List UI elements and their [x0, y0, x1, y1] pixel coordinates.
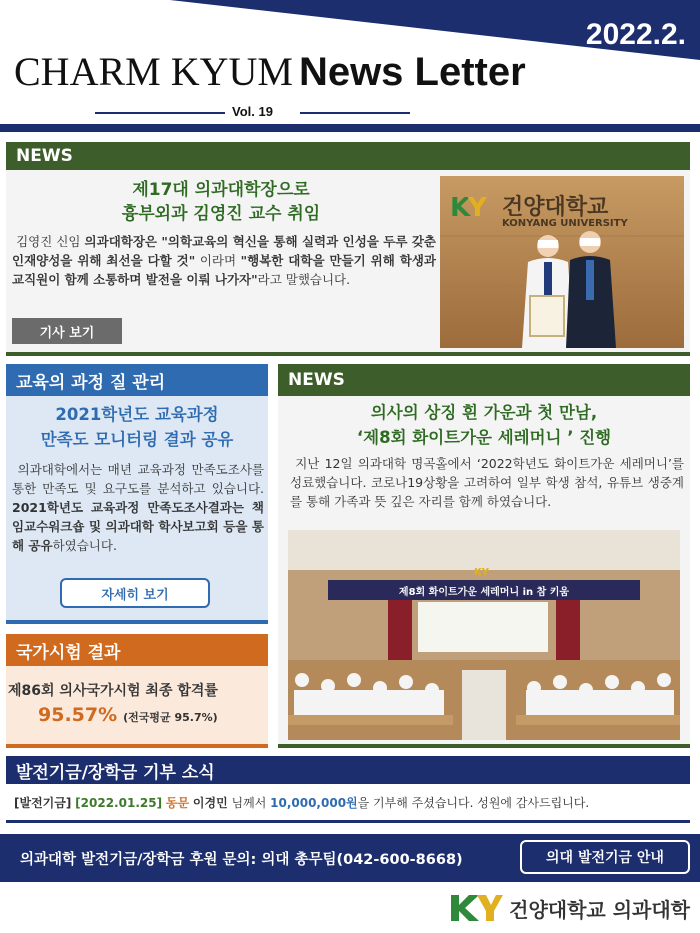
title-charm-kyum: CHARM KYUM [14, 49, 293, 94]
education-article [6, 396, 268, 622]
issue-date: 2022.2. [585, 18, 686, 51]
footer-text: 건양대학교 의과대학 [509, 897, 690, 922]
donation-section-header: 발전기금/장학금 기부 소식 [6, 756, 690, 784]
photo1-sign-ko: 건양대학교 [502, 195, 609, 220]
news2-underline [278, 744, 690, 748]
view-details-button[interactable]: 자세히 보기 [60, 578, 210, 608]
donation-alumni: 동문 [165, 796, 190, 810]
donation-underline [6, 820, 690, 823]
education-underline [6, 620, 268, 624]
inquiry-bar [0, 834, 700, 882]
inquiry-text: 의과대학 발전기금/장학금 후원 문의: 의대 총무팀(042-600-8668) [20, 852, 463, 868]
volume-row [0, 102, 700, 122]
ceremony-photo [288, 530, 680, 740]
exam-title: 제86회 의사국가시험 최종 합격률 [8, 683, 218, 699]
title-news-letter: News Letter [298, 50, 526, 94]
national-average: (전국평균 95.7%) [123, 711, 218, 724]
donation-amount: 10,000,000원 [270, 796, 358, 810]
stage-banner-text: 제8회 화이트가운 세레머니 in 참 키움 [398, 587, 570, 598]
news1-body: 김영진 신임 의과대학장은 "의학교육의 혁신을 통해 실력과 인성을 두루 갖춘 인재양성을 위해 최선을 다할 것" 이라며 "행복한 대학을 만들기 위해 학생과 교직원이 함께 소통하며 발전을 이뤄 나가자"라고 말했습니다. [12, 234, 436, 287]
ky-logo-icon [449, 893, 503, 923]
exam-section-header: 국가시험 결과 [6, 634, 268, 666]
news1-underline [6, 352, 690, 356]
header-divider [0, 124, 700, 132]
stage-logo: KY [474, 567, 489, 578]
news2-title: 의사의 상징 흰 가운과 첫 만남, ‘제8회 화이트가운 세레머니 ’ 진행 [356, 403, 612, 447]
svg-text:Y: Y [468, 193, 487, 223]
volume-line-left [95, 112, 225, 114]
exam-underline [6, 744, 268, 748]
education-body: 의과대학에서는 매년 교육과정 만족도조사를 통한 만족도 및 요구도를 분석하고 있습니다. 2021학년도 교육과정 만족도조사결과는 책임교수워크숍 및 의과대학 학사보고회 등을 통해 공유하였습니다. [12, 462, 264, 553]
fund-guide-button[interactable]: 의대 발전기금 안내 [520, 840, 690, 874]
pass-rate: 95.57% [38, 704, 118, 726]
donation-date: [2022.01.25] [75, 796, 163, 810]
dean-photo [440, 176, 684, 348]
newsletter-title [14, 48, 526, 95]
photo1-sign-en: KONYANG UNIVERSITY [502, 218, 628, 229]
exam-rate-row [38, 704, 218, 726]
read-article-button[interactable]: 기사 보기 [12, 318, 122, 344]
volume-label: Vol. 19 [232, 104, 273, 119]
education-section-header: 교육의 과정 질 관리 [6, 364, 268, 396]
news-article-dean [6, 170, 690, 356]
news2-body: 지난 12일 의과대학 명곡홀에서 ‘2022학년도 화이트가운 세레머니’를 성료했습니다. 코로나19상황을 고려하여 일부 학생 참석, 유튜브 생중계를 통해 가족과 뜻 깊은 자리를 함께 하였습니다. [290, 456, 684, 509]
exam-result [6, 666, 268, 744]
donation-item: [발전기금] [2022.01.25] 동문 이경민 님께서 10,000,000원을 기부해 주셨습니다. 성원에 감사드립니다. [14, 796, 590, 810]
newsletter-header [0, 0, 700, 130]
footer-logo [449, 890, 690, 926]
donor-name: 이경민 [192, 796, 228, 810]
education-title: 2021학년도 교육과정 만족도 모니터링 결과 공유 [40, 405, 234, 449]
news2-section-header: NEWS [278, 364, 690, 396]
svg-text:K: K [450, 193, 471, 223]
news-section-header: NEWS [6, 142, 690, 170]
news-article-white-gown [278, 396, 690, 744]
news1-title: 제17대 의과대학장으로 흉부외과 김영진 교수 취임 [121, 180, 321, 224]
volume-line-right [300, 112, 410, 114]
donation-tag: [발전기금] [14, 796, 72, 810]
